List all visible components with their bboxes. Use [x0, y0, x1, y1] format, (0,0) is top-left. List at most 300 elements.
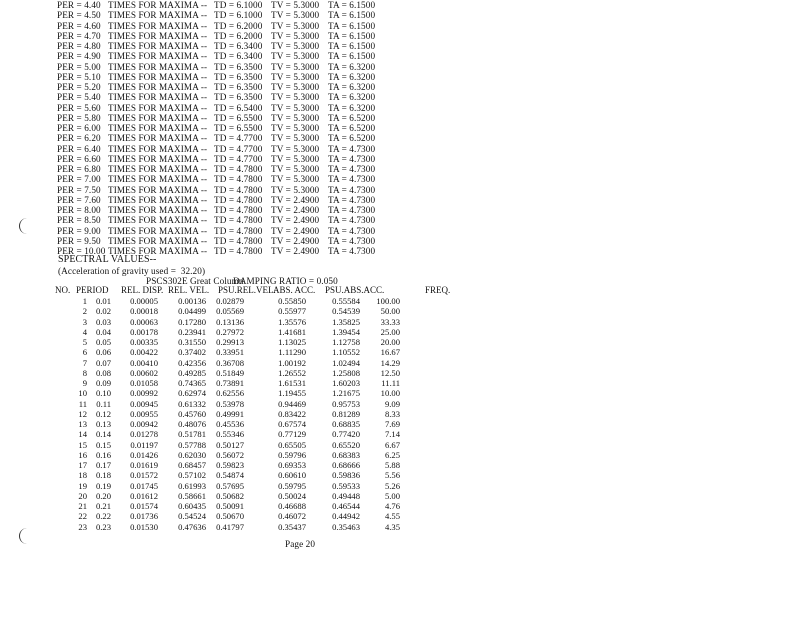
table-cell: 14.29 — [380, 357, 400, 368]
maxima-label: TIMES FOR MAXIMA -- — [108, 174, 208, 185]
maxima-tv: TV = 2.4900 — [271, 215, 320, 226]
maxima-period: PER = 6.20 — [57, 133, 101, 144]
table-cell: 0.54539 — [332, 306, 360, 317]
column-header: FREQ. — [425, 285, 451, 295]
table-cell: 4.76 — [384, 501, 400, 511]
table-cell: 0.20 — [95, 490, 111, 501]
table-cell: 0.01426 — [130, 449, 158, 460]
table-cell: 1.61531 — [278, 378, 306, 388]
maxima-td: TD = 6.3400 — [214, 41, 263, 51]
table-cell: 1.12758 — [332, 337, 360, 347]
table-cell: 2 — [82, 306, 87, 317]
table-cell: 20.00 — [380, 337, 400, 347]
table-cell: 0.06 — [95, 347, 111, 358]
table-cell: 5.56 — [384, 470, 400, 481]
maxima-period: PER = 6.00 — [57, 123, 101, 133]
table-cell: 0.00422 — [130, 347, 158, 358]
table-cell: 0.47636 — [178, 521, 206, 532]
maxima-label: TIMES FOR MAXIMA -- — [108, 92, 208, 103]
table-cell: 20 — [78, 490, 87, 501]
table-cell: 0.41797 — [216, 521, 244, 532]
maxima-td: TD = 4.7800 — [214, 205, 263, 215]
table-cell: 0.07 — [95, 357, 111, 368]
table-cell: 0.46544 — [332, 501, 360, 511]
maxima-tv: TV = 5.3000 — [271, 92, 320, 103]
table-cell: 1.19455 — [278, 388, 306, 399]
maxima-label: TIMES FOR MAXIMA -- — [108, 246, 208, 256]
maxima-td: TD = 6.5400 — [214, 102, 263, 113]
table-cell: 0.33951 — [216, 347, 244, 358]
column-header: PSU.ABS.ACC. — [325, 285, 385, 295]
table-cell: 16.67 — [380, 347, 400, 358]
table-cell: 0.65505 — [278, 439, 306, 450]
table-cell: 0.17 — [95, 460, 111, 470]
maxima-tv: TV = 5.3000 — [271, 123, 320, 133]
maxima-ta: TA = 6.5200 — [328, 112, 376, 123]
table-cell: 13 — [78, 419, 87, 429]
table-cell: 0.44942 — [332, 511, 360, 522]
maxima-ta: TA = 6.1500 — [328, 51, 376, 62]
maxima-period: PER = 6.80 — [57, 164, 101, 174]
maxima-label: TIMES FOR MAXIMA -- — [108, 61, 208, 72]
table-cell: 0.00063 — [130, 316, 158, 327]
table-cell: 0.62974 — [178, 388, 206, 399]
maxima-label: TIMES FOR MAXIMA -- — [108, 10, 208, 21]
maxima-ta: TA = 4.7300 — [328, 164, 376, 174]
maxima-td: TD = 6.1000 — [214, 0, 263, 10]
table-cell: 0.29913 — [216, 337, 244, 347]
maxima-label: TIMES FOR MAXIMA -- — [108, 82, 208, 92]
table-cell: 0.00005 — [130, 296, 158, 306]
maxima-label: TIMES FOR MAXIMA -- — [108, 71, 208, 82]
table-cell: 0.01612 — [130, 490, 158, 501]
table-cell: 0.04499 — [178, 306, 206, 317]
table-cell: 0.22 — [95, 511, 111, 522]
table-cell: 0.00136 — [178, 296, 206, 306]
table-cell: 0.00942 — [130, 419, 158, 429]
table-cell: 0.36708 — [216, 357, 244, 368]
table-cell: 0.00955 — [130, 408, 158, 419]
table-cell: 0.19 — [95, 480, 111, 491]
table-cell: 50.00 — [380, 306, 400, 317]
maxima-tv: TV = 5.3000 — [271, 61, 320, 72]
maxima-label: TIMES FOR MAXIMA -- — [108, 133, 208, 144]
table-cell: 0.10 — [95, 388, 111, 399]
table-cell: 8 — [82, 367, 87, 378]
table-cell: 0.59836 — [332, 470, 360, 481]
table-cell: 0.94469 — [278, 398, 306, 409]
table-cell: 0.62556 — [216, 388, 244, 399]
maxima-label: TIMES FOR MAXIMA -- — [108, 123, 208, 133]
table-cell: 22 — [78, 511, 87, 522]
table-cell: 1.39454 — [332, 326, 360, 337]
maxima-period: PER = 5.20 — [57, 82, 101, 92]
table-cell: 1.02494 — [332, 357, 360, 368]
table-cell: 0.45760 — [178, 408, 206, 419]
table-cell: 7.14 — [384, 429, 400, 440]
table-cell: 7.69 — [384, 419, 400, 429]
maxima-tv: TV = 2.4900 — [271, 246, 320, 256]
table-cell: 3 — [82, 316, 87, 327]
maxima-label: TIMES FOR MAXIMA -- — [108, 20, 208, 31]
punch-hole-mark — [19, 218, 34, 234]
table-cell: 0.02879 — [216, 296, 244, 306]
maxima-td: TD = 4.7800 — [214, 225, 263, 236]
table-cell: 0.57788 — [178, 439, 206, 450]
table-cell: 0.55977 — [278, 306, 306, 317]
table-cell: 1.11290 — [278, 347, 306, 358]
table-cell: 0.13136 — [216, 316, 244, 327]
table-cell: 0.13 — [95, 419, 111, 429]
table-cell: 0.04 — [95, 326, 111, 337]
table-cell: 0.73891 — [216, 378, 244, 388]
maxima-td: TD = 4.7700 — [214, 143, 263, 154]
table-cell: 1.35825 — [332, 316, 360, 327]
maxima-period: PER = 6.60 — [57, 153, 101, 164]
table-cell: 0.01530 — [130, 521, 158, 532]
table-cell: 0.59795 — [278, 480, 306, 491]
table-cell: 11 — [78, 398, 87, 409]
column-name: PSCS302E Great Column — [146, 276, 244, 286]
table-cell: 0.11 — [96, 398, 111, 409]
table-cell: 0.05 — [95, 337, 111, 347]
maxima-period: PER = 7.50 — [57, 184, 101, 195]
table-cell: 1.25808 — [332, 367, 360, 378]
maxima-td: TD = 4.7800 — [214, 174, 263, 185]
table-cell: 0.01619 — [130, 460, 158, 470]
table-cell: 17 — [78, 460, 87, 470]
table-cell: 5.88 — [384, 460, 400, 470]
column-header: ABS. ACC. — [273, 285, 316, 295]
maxima-ta: TA = 6.3200 — [328, 92, 376, 103]
table-cell: 0.56072 — [216, 449, 244, 460]
table-cell: 0.49448 — [332, 490, 360, 501]
maxima-label: TIMES FOR MAXIMA -- — [108, 0, 208, 10]
table-cell: 0.09 — [95, 378, 111, 388]
maxima-tv: TV = 5.3000 — [271, 82, 320, 92]
maxima-ta: TA = 6.1500 — [328, 20, 376, 31]
maxima-period: PER = 6.40 — [57, 143, 101, 154]
maxima-label: TIMES FOR MAXIMA -- — [108, 235, 208, 246]
table-cell: 0.14 — [95, 429, 111, 440]
table-cell: 0.01572 — [130, 470, 158, 481]
maxima-label: TIMES FOR MAXIMA -- — [108, 41, 208, 51]
maxima-ta: TA = 6.3200 — [328, 102, 376, 113]
maxima-td: TD = 6.5500 — [214, 112, 263, 123]
page-number: Page 20 — [285, 539, 316, 549]
table-cell: 1.26552 — [278, 367, 306, 378]
table-cell: 0.08 — [95, 367, 111, 378]
table-cell: 0.69353 — [278, 460, 306, 470]
table-cell: 1.10552 — [332, 347, 360, 358]
table-cell: 0.67574 — [278, 419, 306, 429]
table-cell: 0.49285 — [178, 367, 206, 378]
table-cell: 1.41681 — [278, 326, 306, 337]
maxima-tv: TV = 2.4900 — [271, 225, 320, 236]
table-cell: 0.18 — [95, 470, 111, 481]
table-cell: 0.51781 — [178, 429, 206, 440]
table-cell: 0.50024 — [278, 490, 306, 501]
table-cell: 21 — [78, 501, 87, 511]
table-cell: 1.00192 — [278, 357, 306, 368]
maxima-tv: TV = 5.3000 — [271, 143, 320, 154]
column-header: REL. DISP. — [121, 285, 164, 295]
table-cell: 0.00018 — [130, 306, 158, 317]
column-header: REL. VEL. — [168, 285, 210, 295]
table-cell: 100.00 — [376, 296, 400, 306]
table-cell: 0.00992 — [130, 388, 158, 399]
maxima-label: TIMES FOR MAXIMA -- — [108, 194, 208, 205]
table-cell: 0.51849 — [216, 367, 244, 378]
maxima-ta: TA = 4.7300 — [328, 205, 376, 215]
maxima-period: PER = 8.50 — [57, 215, 101, 226]
table-cell: 0.65520 — [332, 439, 360, 450]
table-cell: 10 — [78, 388, 87, 399]
table-cell: 4.55 — [384, 511, 400, 522]
maxima-ta: TA = 6.1500 — [328, 0, 376, 10]
table-cell: 0.49991 — [216, 408, 244, 419]
table-cell: 0.01574 — [130, 501, 158, 511]
table-cell: 6.67 — [384, 439, 400, 450]
table-cell: 12 — [78, 408, 87, 419]
table-cell: 0.03 — [95, 316, 111, 327]
table-cell: 0.00335 — [130, 337, 158, 347]
table-cell: 5.00 — [384, 490, 400, 501]
maxima-ta: TA = 4.7300 — [328, 153, 376, 164]
table-cell: 0.01058 — [130, 378, 158, 388]
table-cell: 12.50 — [380, 367, 400, 378]
maxima-td: TD = 4.7700 — [214, 153, 263, 164]
table-cell: 0.77420 — [332, 429, 360, 440]
maxima-td: TD = 6.5500 — [214, 123, 263, 133]
maxima-label: TIMES FOR MAXIMA -- — [108, 153, 208, 164]
table-cell: 0.57102 — [178, 470, 206, 481]
table-cell: 0.46072 — [278, 511, 306, 522]
table-cell: 1.21675 — [332, 388, 360, 399]
maxima-tv: TV = 5.3000 — [271, 184, 320, 195]
table-cell: 0.68835 — [332, 419, 360, 429]
table-cell: 0.37402 — [178, 347, 206, 358]
table-cell: 0.59796 — [278, 449, 306, 460]
maxima-period: PER = 9.50 — [57, 235, 101, 246]
maxima-td: TD = 6.2000 — [214, 30, 263, 41]
maxima-td: TD = 6.3400 — [214, 51, 263, 62]
table-cell: 0.53978 — [216, 398, 244, 409]
table-cell: 7 — [82, 357, 87, 368]
maxima-tv: TV = 5.3000 — [271, 51, 320, 62]
maxima-td: TD = 6.3500 — [214, 82, 263, 92]
maxima-td: TD = 4.7800 — [214, 164, 263, 174]
maxima-td: TD = 4.7800 — [214, 184, 263, 195]
table-cell: 0.50127 — [216, 439, 244, 450]
maxima-period: PER = 7.60 — [57, 194, 101, 205]
table-cell: 0.35437 — [278, 521, 306, 532]
table-cell: 0.00945 — [130, 398, 158, 409]
table-cell: 0.42356 — [178, 357, 206, 368]
maxima-td: TD = 4.7800 — [214, 235, 263, 246]
maxima-label: TIMES FOR MAXIMA -- — [108, 112, 208, 123]
maxima-label: TIMES FOR MAXIMA -- — [108, 225, 208, 236]
maxima-period: PER = 4.50 — [57, 10, 101, 21]
table-cell: 1.35576 — [278, 316, 306, 327]
maxima-td: TD = 6.3500 — [214, 61, 263, 72]
table-cell: 0.55584 — [332, 296, 360, 306]
table-cell: 0.01745 — [130, 480, 158, 491]
maxima-tv: TV = 2.4900 — [271, 235, 320, 246]
table-cell: 0.59823 — [216, 460, 244, 470]
maxima-label: TIMES FOR MAXIMA -- — [108, 164, 208, 174]
table-cell: 5 — [82, 337, 87, 347]
table-cell: 0.17280 — [178, 316, 206, 327]
maxima-tv: TV = 5.3000 — [271, 20, 320, 31]
table-cell: 0.15 — [95, 439, 111, 450]
table-cell: 0.21 — [95, 501, 111, 511]
maxima-ta: TA = 4.7300 — [328, 143, 376, 154]
punch-hole-mark — [19, 528, 34, 544]
table-cell: 25.00 — [380, 326, 400, 337]
table-cell: 0.01 — [95, 296, 111, 306]
maxima-tv: TV = 5.3000 — [271, 102, 320, 113]
table-cell: 0.00410 — [130, 357, 158, 368]
maxima-ta: TA = 4.7300 — [328, 174, 376, 185]
maxima-label: TIMES FOR MAXIMA -- — [108, 143, 208, 154]
maxima-period: PER = 7.00 — [57, 174, 101, 185]
table-cell: 10.00 — [380, 388, 400, 399]
table-cell: 0.68666 — [332, 460, 360, 470]
maxima-ta: TA = 4.7300 — [328, 194, 376, 205]
table-cell: 6.25 — [384, 449, 400, 460]
table-cell: 19 — [78, 480, 87, 491]
maxima-ta: TA = 6.5200 — [328, 123, 376, 133]
maxima-ta: TA = 4.7300 — [328, 184, 376, 195]
table-cell: 0.01278 — [130, 429, 158, 440]
table-cell: 14 — [78, 429, 87, 440]
table-cell: 1.13025 — [278, 337, 306, 347]
maxima-label: TIMES FOR MAXIMA -- — [108, 30, 208, 41]
table-cell: 16 — [78, 449, 87, 460]
table-cell: 0.00602 — [130, 367, 158, 378]
table-cell: 0.62030 — [178, 449, 206, 460]
maxima-tv: TV = 5.3000 — [271, 0, 320, 10]
maxima-period: PER = 10.00 — [57, 246, 106, 256]
maxima-td: TD = 6.1000 — [214, 10, 263, 21]
table-cell: 0.50682 — [216, 490, 244, 501]
table-cell: 0.50670 — [216, 511, 244, 522]
table-cell: 0.35463 — [332, 521, 360, 532]
table-cell: 0.45536 — [216, 419, 244, 429]
table-cell: 0.54874 — [216, 470, 244, 481]
column-header: NO. — [55, 285, 71, 295]
maxima-period: PER = 4.70 — [57, 30, 101, 41]
maxima-tv: TV = 5.3000 — [271, 153, 320, 164]
table-cell: 0.59533 — [332, 480, 360, 491]
maxima-ta: TA = 4.7300 — [328, 246, 376, 256]
table-cell: 0.31550 — [178, 337, 206, 347]
maxima-ta: TA = 4.7300 — [328, 215, 376, 226]
maxima-tv: TV = 5.3000 — [271, 112, 320, 123]
table-cell: 0.74365 — [178, 378, 206, 388]
maxima-label: TIMES FOR MAXIMA -- — [108, 205, 208, 215]
maxima-tv: TV = 5.3000 — [271, 71, 320, 82]
maxima-period: PER = 8.00 — [57, 205, 101, 215]
maxima-period: PER = 4.80 — [57, 41, 101, 51]
table-cell: 0.01736 — [130, 511, 158, 522]
maxima-td: TD = 6.2000 — [214, 20, 263, 31]
maxima-label: TIMES FOR MAXIMA -- — [108, 184, 208, 195]
maxima-td: TD = 4.7800 — [214, 215, 263, 226]
table-cell: 0.60435 — [178, 501, 206, 511]
maxima-ta: TA = 6.3200 — [328, 61, 376, 72]
maxima-label: TIMES FOR MAXIMA -- — [108, 215, 208, 226]
maxima-td: TD = 6.3500 — [214, 71, 263, 82]
table-cell: 1 — [82, 296, 87, 306]
table-cell: 0.57695 — [216, 480, 244, 491]
table-cell: 0.55850 — [278, 296, 306, 306]
maxima-period: PER = 5.60 — [57, 102, 101, 113]
table-cell: 0.12 — [95, 408, 111, 419]
table-cell: 9 — [82, 378, 87, 388]
maxima-period: PER = 4.90 — [57, 51, 101, 62]
table-cell: 9.09 — [384, 398, 400, 409]
maxima-ta: TA = 4.7300 — [328, 225, 376, 236]
table-cell: 0.02 — [95, 306, 111, 317]
table-cell: 0.55346 — [216, 429, 244, 440]
table-cell: 15 — [78, 439, 87, 450]
maxima-period: PER = 5.40 — [57, 92, 101, 103]
maxima-td: TD = 4.7800 — [214, 194, 263, 205]
maxima-tv: TV = 5.3000 — [271, 10, 320, 21]
column-header: PSU.REL.VEL. — [218, 285, 276, 295]
table-cell: 0.16 — [95, 449, 111, 460]
maxima-td: TD = 4.7800 — [214, 246, 263, 256]
table-cell: 0.61993 — [178, 480, 206, 491]
table-cell: 11.11 — [381, 378, 400, 388]
table-cell: 0.46688 — [278, 501, 306, 511]
table-cell: 0.61332 — [178, 398, 206, 409]
table-cell: 0.00178 — [130, 326, 158, 337]
maxima-ta: TA = 6.1500 — [328, 30, 376, 41]
table-cell: 0.95753 — [332, 398, 360, 409]
table-cell: 0.68457 — [178, 460, 206, 470]
table-cell: 0.54524 — [178, 511, 206, 522]
column-header: PERIOD — [76, 285, 109, 295]
table-cell: 4.35 — [384, 521, 400, 532]
maxima-ta: TA = 6.3200 — [328, 82, 376, 92]
table-cell: 0.81289 — [332, 408, 360, 419]
maxima-tv: TV = 5.3000 — [271, 41, 320, 51]
table-cell: 4 — [82, 326, 87, 337]
table-cell: 0.05569 — [216, 306, 244, 317]
maxima-ta: TA = 6.1500 — [328, 10, 376, 21]
maxima-tv: TV = 5.3000 — [271, 164, 320, 174]
maxima-tv: TV = 5.3000 — [271, 174, 320, 185]
table-cell: 0.60610 — [278, 470, 306, 481]
table-cell: 0.83422 — [278, 408, 306, 419]
table-cell: 6 — [82, 347, 87, 358]
gravity-note: (Acceleration of gravity used = 32.20) — [58, 266, 206, 276]
table-cell: 0.50091 — [216, 501, 244, 511]
maxima-tv: TV = 2.4900 — [271, 205, 320, 215]
table-cell: 0.77129 — [278, 429, 306, 440]
maxima-tv: TV = 5.3000 — [271, 133, 320, 144]
maxima-period: PER = 4.60 — [57, 20, 101, 31]
table-cell: 33.33 — [380, 316, 400, 327]
maxima-period: PER = 4.40 — [57, 0, 101, 10]
maxima-period: PER = 5.10 — [57, 71, 101, 82]
table-cell: 23 — [78, 521, 87, 532]
maxima-tv: TV = 2.4900 — [271, 194, 320, 205]
table-cell: 8.33 — [384, 408, 400, 419]
